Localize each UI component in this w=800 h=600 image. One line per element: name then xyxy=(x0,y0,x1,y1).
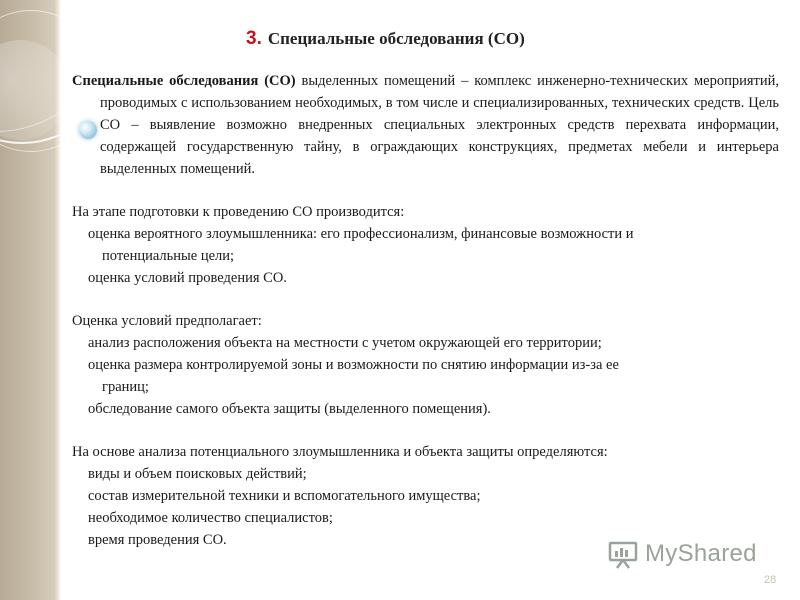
section-preparation xyxy=(72,201,779,289)
slide-content xyxy=(72,70,779,551)
slide-title xyxy=(246,28,766,50)
list-item xyxy=(72,354,779,398)
intro-term: Специальные обследования (СО) xyxy=(72,73,296,89)
section-heading: На этапе подготовки к проведению СО производится: xyxy=(72,204,405,220)
list-item xyxy=(72,332,779,354)
section-determination xyxy=(72,441,779,551)
list-item-text: необходимое количество специалистов; xyxy=(88,510,333,526)
list-item-text: оценка вероятного злоумышленника: его профессионализм, финансовые возможности и xyxy=(88,226,634,242)
watermark-text: MyShared xyxy=(645,540,757,567)
section-heading: Оценка условий предполагает: xyxy=(72,313,262,329)
list-item-continuation: границ; xyxy=(102,379,149,395)
list-item-text: оценка условий проведения СО. xyxy=(88,270,287,286)
watermark xyxy=(607,536,777,572)
section-assessment xyxy=(72,310,779,420)
list-item xyxy=(72,267,779,289)
intro-text: выделенных помещений – комплекс инженерно-технических мероприятий, проводимых с использованием необходимых, в том числе и специализированных, технических средств. Цель СО – выявление возможно внедренных специальных электронных средств перехвата информации, содержащей государственную тайну, в ограждающих конструкциях, предметах мебели и интерьера выделенных помещений. xyxy=(100,73,779,177)
title-text: Специальные обследования (СО) xyxy=(267,29,525,48)
list-item-text: оценка размера контролируемой зоны и возможности по снятию информации из-за ее xyxy=(88,357,619,373)
list-item xyxy=(72,223,779,267)
list-item-text: время проведения СО. xyxy=(88,532,227,548)
list-item-text: анализ расположения объекта на местности с учетом окружающей его территории; xyxy=(88,335,602,351)
list-item xyxy=(72,398,779,420)
list-item xyxy=(72,507,779,529)
list-item xyxy=(72,485,779,507)
title-number: 3. xyxy=(246,28,262,49)
list-item-text: обследование самого объекта защиты (выделенного помещения). xyxy=(88,401,491,417)
list-item-text: состав измерительной техники и вспомогательного имущества; xyxy=(88,488,481,504)
list-item-continuation: потенциальные цели; xyxy=(102,248,235,264)
intro-paragraph xyxy=(72,70,779,180)
page-number: 28 xyxy=(764,574,777,586)
presentation-board-icon xyxy=(607,538,639,570)
list-item xyxy=(72,463,779,485)
section-heading: На основе анализа потенциального злоумышленника и объекта защиты определяются: xyxy=(72,444,608,460)
list-item-text: виды и объем поисковых действий; xyxy=(88,466,307,482)
